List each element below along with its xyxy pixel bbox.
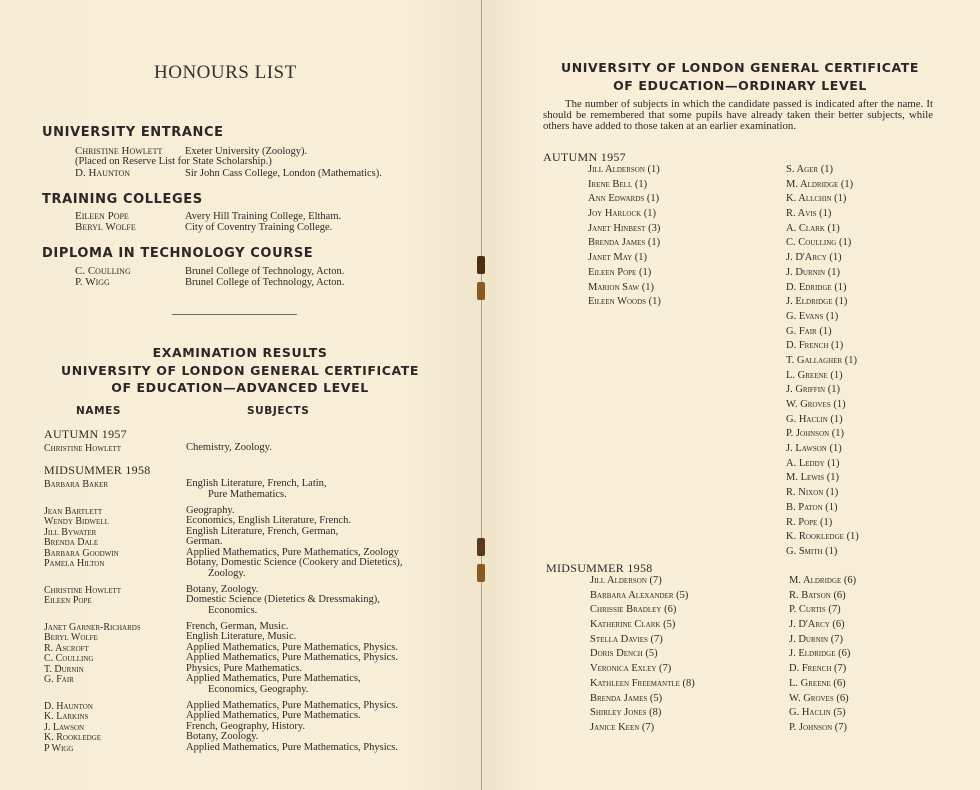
- honour-entry: [75, 167, 382, 180]
- candidate-subjects: Pure Mathematics.: [208, 488, 287, 500]
- ordinary-level-heading: [540, 59, 940, 95]
- candidate-subjects: Chemistry, Zoology.: [186, 442, 272, 453]
- candidate-entry: D. French (7): [789, 663, 847, 675]
- candidate-entry: Irene Bell (1): [588, 178, 648, 190]
- o-level-midsummer-column-2: [789, 574, 856, 736]
- candidate-entry: W. Groves (6): [789, 692, 849, 704]
- candidate-entry: G. Haclin (1): [786, 413, 843, 425]
- staple: [477, 256, 485, 274]
- candidate-subjects: Economics.: [208, 604, 258, 616]
- candidate-subjects: Botany, Domestic Science (Cookery and Dietetics),: [186, 557, 403, 568]
- candidate-name: T. Durnin: [44, 663, 84, 675]
- heading-line: EXAMINATION RESULTS: [152, 345, 328, 360]
- student-name: P. Wigg: [75, 276, 110, 288]
- candidate-entry: Kathleen Freemantle (8): [590, 677, 695, 689]
- candidate-subjects: Economics, English Literature, French.: [186, 515, 352, 526]
- candidate-subjects: Applied Mathematics, Pure Mathematics, Physics.: [186, 652, 399, 663]
- candidate-entry: P. Johnson (7): [789, 721, 848, 733]
- candidate-name: Christine Howlett: [44, 443, 122, 454]
- section-heading-training-colleges: TRAINING COLLEGES: [42, 192, 203, 207]
- candidate-entry: G. Smith (1): [786, 545, 838, 557]
- candidate-entry: G. Haclin (5): [789, 707, 846, 719]
- intro-paragraph: The number of subjects in which the candidate passed is indicated after the name. It should be remembered that some pupils have already taken their better subjects, while others have added to those taken at an earlier examination.: [543, 98, 933, 132]
- candidate-subjects: German.: [186, 536, 223, 547]
- candidate-name: Pamela Hilton: [44, 558, 105, 569]
- season-label-autumn: AUTUMN 1957: [44, 427, 127, 441]
- candidate-entry: Doris Dench (5): [590, 648, 658, 660]
- candidate-entry: J. Griffin (1): [786, 384, 840, 396]
- candidate-subjects: Economics, Geography.: [208, 683, 309, 695]
- candidate-entry: B. Paton (1): [786, 501, 838, 513]
- candidate-entry: Jill Alderson (1): [588, 164, 660, 175]
- honour-detail: Brunel College of Technology, Acton.: [185, 266, 345, 277]
- candidate-subjects: Applied Mathematics, Pure Mathematics.: [186, 710, 361, 721]
- candidate-entry: Janice Keen (7): [590, 721, 655, 733]
- section-heading-university-entrance: UNIVERSITY ENTRANCE: [42, 125, 224, 140]
- candidate-entry: Ann Edwards (1): [588, 193, 660, 205]
- candidate-entry: P. Johnson (1): [786, 428, 845, 440]
- candidate-entry: Brenda James (1): [588, 237, 661, 249]
- candidate-name: Jean Bartlett: [44, 505, 103, 517]
- candidate-entry: A. Leddy (1): [786, 457, 840, 469]
- candidate-name: K. Larkins: [44, 711, 89, 722]
- candidate-name: J. Lawson: [44, 721, 85, 733]
- book-gutter: [481, 0, 482, 790]
- o-level-midsummer-column-1: [590, 574, 695, 736]
- staple: [477, 564, 485, 582]
- candidate-name: Brenda Dale: [44, 537, 99, 548]
- page-title: HONOURS LIST: [154, 62, 297, 83]
- divider: [172, 314, 297, 315]
- student-name: D. Haunton: [75, 167, 131, 179]
- honour-detail: Brunel College of Technology, Acton.: [185, 277, 345, 288]
- candidate-entry: K. Allchin (1): [786, 193, 847, 205]
- candidate-entry: R. Nixon (1): [786, 487, 839, 499]
- candidate-subjects: Applied Mathematics, Pure Mathematics,: [186, 673, 361, 684]
- candidate-entry: Stella Davies (7): [590, 633, 663, 645]
- section-heading-diploma: DIPLOMA IN TECHNOLOGY COURSE: [42, 246, 314, 261]
- candidate-entry: P. Curtis (7): [789, 604, 841, 616]
- candidate-subjects: Applied Mathematics, Pure Mathematics, Physics.: [186, 741, 399, 753]
- candidate-subjects: Geography.: [186, 504, 235, 516]
- candidate-entry: Jill Alderson (7): [590, 575, 662, 586]
- candidate-entry: Marion Saw (1): [588, 281, 654, 293]
- candidate-entry: R. Batson (6): [789, 589, 846, 601]
- candidate-name: P Wigg: [44, 742, 74, 754]
- candidate-entry: J. D'Arcy (6): [789, 619, 845, 631]
- candidate-name: Wendy Bidwell: [44, 516, 109, 527]
- candidate-name: K. Rookledge: [44, 732, 101, 743]
- candidate-entry: J. Lawson (1): [786, 443, 842, 455]
- season-label-midsummer: MIDSUMMER 1958: [44, 463, 151, 477]
- heading-line: OF EDUCATION—ADVANCED LEVEL: [111, 380, 369, 395]
- candidate-subjects: Applied Mathematics, Pure Mathematics, Physics.: [186, 699, 399, 711]
- candidate-subjects: Applied Mathematics, Pure Mathematics, Physics.: [186, 641, 399, 653]
- candidate-entry: D. Edridge (1): [786, 281, 847, 293]
- staple: [477, 538, 485, 556]
- candidate-entry: W. Groves (1): [786, 399, 846, 410]
- candidate-name: Jill Bywater: [44, 526, 97, 538]
- candidate-subjects: Botany, Zoology.: [186, 731, 259, 742]
- student-name: Christine Howlett: [75, 145, 163, 157]
- season-label-autumn: AUTUMN 1957: [543, 150, 626, 164]
- candidate-subjects: Domestic Science (Dietetics & Dressmaking),: [186, 594, 380, 605]
- student-name: Beryl Wolfe: [75, 221, 136, 233]
- candidate-subjects: Zoology.: [208, 567, 246, 579]
- candidate-name: Beryl Wolfe: [44, 632, 98, 643]
- candidate-subjects: Botany, Zoology.: [186, 583, 259, 595]
- candidate-entry: M. Aldridge (6): [789, 575, 857, 586]
- candidate-entry: M. Lewis (1): [786, 472, 839, 484]
- candidate-name: G. Fair: [44, 674, 74, 685]
- candidate-entry: J. Durnin (7): [789, 633, 843, 645]
- o-level-autumn-column-2: [786, 163, 859, 560]
- candidate-subjects: Physics, Pure Mathematics.: [186, 662, 303, 674]
- candidate-entry: Joy Harlock (1): [588, 208, 657, 220]
- candidate-subjects: Applied Mathematics, Pure Mathematics, Zoology: [186, 546, 399, 558]
- student-name: Eileen Pope: [75, 210, 129, 222]
- candidate-subjects: French, German, Music.: [186, 620, 289, 632]
- candidate-subjects: French, Geography, History.: [186, 720, 306, 732]
- candidate-entry: Janet Hinbest (3): [588, 222, 661, 234]
- candidate-entry: J. Eldridge (1): [786, 296, 848, 308]
- staple: [477, 282, 485, 300]
- honour-detail: Exeter University (Zoology).: [185, 146, 308, 157]
- candidate-entry: G. Evans (1): [786, 310, 839, 322]
- candidate-entry: K. Rookledge (1): [786, 531, 859, 543]
- column-header-subjects: SUBJECTS: [247, 405, 310, 417]
- heading-line: UNIVERSITY OF LONDON GENERAL CERTIFICATE: [560, 60, 920, 75]
- candidate-name: Christine Howlett: [44, 584, 122, 596]
- candidate-subjects: English Literature, French, Latin,: [186, 478, 327, 489]
- candidate-name: Janet Garner-Richards: [44, 621, 141, 633]
- candidate-entry: R. Pope (1): [786, 516, 833, 528]
- candidate-entry: L. Greene (1): [786, 369, 843, 381]
- candidate-entry: Eileen Woods (1): [588, 296, 661, 308]
- candidate-name: Barbara Goodwin: [44, 547, 119, 559]
- candidate-entry: A. Clark (1): [786, 222, 840, 234]
- honour-note: (Placed on Reserve List for State Scholarship.): [75, 156, 272, 167]
- candidate-entry: Janet May (1): [588, 252, 648, 264]
- candidate-entry: J. Durnin (1): [786, 266, 840, 278]
- candidate-entry: Barbara Alexander (5): [590, 589, 689, 601]
- candidate-subjects: English Literature, French, German,: [186, 525, 339, 537]
- candidate-entry: Chrissie Bradley (6): [590, 604, 677, 616]
- season-label-midsummer: MIDSUMMER 1958: [546, 561, 653, 575]
- candidate-name: Barbara Baker: [44, 479, 109, 490]
- candidate-entry: Veronica Exley (7): [590, 663, 672, 675]
- candidate-entry: R. Avis (1): [786, 208, 832, 220]
- candidate-entry: J. Eldridge (6): [789, 648, 851, 660]
- candidate-subjects: English Literature, Music.: [186, 631, 297, 642]
- column-header-names: NAMES: [76, 405, 122, 417]
- candidate-entry: C. Coulling (1): [786, 237, 852, 249]
- honour-entry: [75, 221, 332, 234]
- o-level-autumn-column-1: [588, 163, 661, 310]
- candidate-entry: M. Aldridge (1): [786, 178, 854, 190]
- candidate-entry: Brenda James (5): [590, 692, 663, 704]
- candidate-entry: Shirley Jones (8): [590, 707, 662, 719]
- candidate-name: D. Haunton: [44, 700, 93, 712]
- honour-detail: Avery Hill Training College, Eltham.: [185, 211, 342, 222]
- candidate-entry: G. Fair (1): [786, 325, 832, 337]
- student-name: C. Coulling: [75, 265, 131, 277]
- candidate-name: R. Ascroft: [44, 642, 89, 654]
- candidate-entry: L. Greene (6): [789, 677, 846, 689]
- honour-detail: Sir John Cass College, London (Mathematics).: [185, 168, 382, 179]
- candidate-entry: T. Gallagher (1): [786, 354, 858, 366]
- candidate-entry: J. D'Arcy (1): [786, 252, 842, 264]
- honour-detail: City of Coventry Training College.: [185, 222, 333, 233]
- candidate-entry: D. French (1): [786, 340, 844, 352]
- candidate-name: C. Coulling: [44, 653, 94, 664]
- candidate-entry: Eileen Pope (1): [588, 266, 652, 278]
- exam-results-heading: [40, 344, 440, 397]
- heading-line: OF EDUCATION—ORDINARY LEVEL: [613, 78, 867, 93]
- candidate-entry: Katherine Clark (5): [590, 619, 676, 631]
- candidate-entry: S. Ager (1): [786, 164, 833, 175]
- honour-entry: [75, 276, 344, 289]
- heading-line: UNIVERSITY OF LONDON GENERAL CERTIFICATE: [60, 362, 420, 378]
- candidate-name: Eileen Pope: [44, 595, 92, 606]
